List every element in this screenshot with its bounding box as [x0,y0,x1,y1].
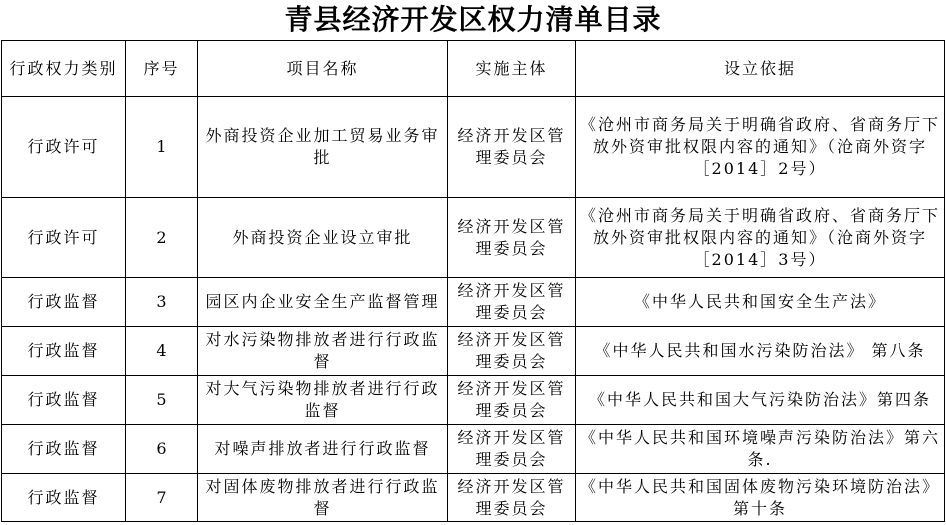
cell-number: 7 [126,474,198,522]
cell-number: 2 [126,198,198,278]
page-title: 青县经济开发区权力清单目录 [284,3,662,36]
table-row [2,278,945,327]
cell-item-name: 外商投资企业加工贸易业务审批 [198,97,448,198]
cell-implementing-body: 经济开发区管理委员会 [448,376,576,425]
table-header-row [2,41,945,97]
cell-legal-basis: 《中华人民共和国水污染防治法》 第八条 [576,327,945,376]
cell-category: 行政许可 [2,198,126,278]
cell-number: 6 [126,425,198,474]
cell-item-name: 对固体废物排放者进行行政监督 [198,474,448,522]
cell-implementing-body: 经济开发区管理委员会 [448,474,576,522]
table-row [2,474,945,522]
table-row [2,327,945,376]
header-implementing-body: 实施主体 [448,41,576,97]
header-category: 行政权力类别 [2,41,126,97]
cell-category: 行政监督 [2,327,126,376]
cell-legal-basis: 《中华人民共和国固体废物污染环境防治法》第十条 [576,474,945,522]
header-item-name: 项目名称 [198,41,448,97]
cell-implementing-body: 经济开发区管理委员会 [448,327,576,376]
cell-category: 行政监督 [2,376,126,425]
cell-category: 行政许可 [2,97,126,198]
cell-legal-basis: 《中华人民共和国大气污染防治法》第四条 [576,376,945,425]
cell-implementing-body: 经济开发区管理委员会 [448,278,576,327]
cell-category: 行政监督 [2,278,126,327]
cell-item-name: 园区内企业安全生产监督管理 [198,278,448,327]
cell-legal-basis: 《沧州市商务局关于明确省政府、省商务厅下放外资审批权限内容的通知》（沧商外资字［2014］2号） [576,97,945,198]
cell-item-name: 对噪声排放者进行行政监督 [198,425,448,474]
cell-item-name: 外商投资企业设立审批 [198,198,448,278]
cell-legal-basis: 《沧州市商务局关于明确省政府、省商务厅下放外资审批权限内容的通知》（沧商外资字［2014］3号） [576,198,945,278]
header-number: 序号 [126,41,198,97]
table-row [2,425,945,474]
cell-category: 行政监督 [2,474,126,522]
header-legal-basis: 设立依据 [576,41,945,97]
table-row [2,376,945,425]
cell-item-name: 对大气污染物排放者进行行政监督 [198,376,448,425]
cell-number: 1 [126,97,198,198]
table-row [2,198,945,278]
cell-implementing-body: 经济开发区管理委员会 [448,198,576,278]
cell-implementing-body: 经济开发区管理委员会 [448,97,576,198]
cell-number: 4 [126,327,198,376]
power-list-table [1,40,945,522]
cell-number: 3 [126,278,198,327]
cell-implementing-body: 经济开发区管理委员会 [448,425,576,474]
cell-legal-basis: 《中华人民共和国环境噪声污染防治法》第六条. [576,425,945,474]
cell-legal-basis: 《中华人民共和国安全生产法》 [576,278,945,327]
cell-category: 行政监督 [2,425,126,474]
cell-number: 5 [126,376,198,425]
cell-item-name: 对水污染物排放者进行行政监督 [198,327,448,376]
table-row [2,97,945,198]
